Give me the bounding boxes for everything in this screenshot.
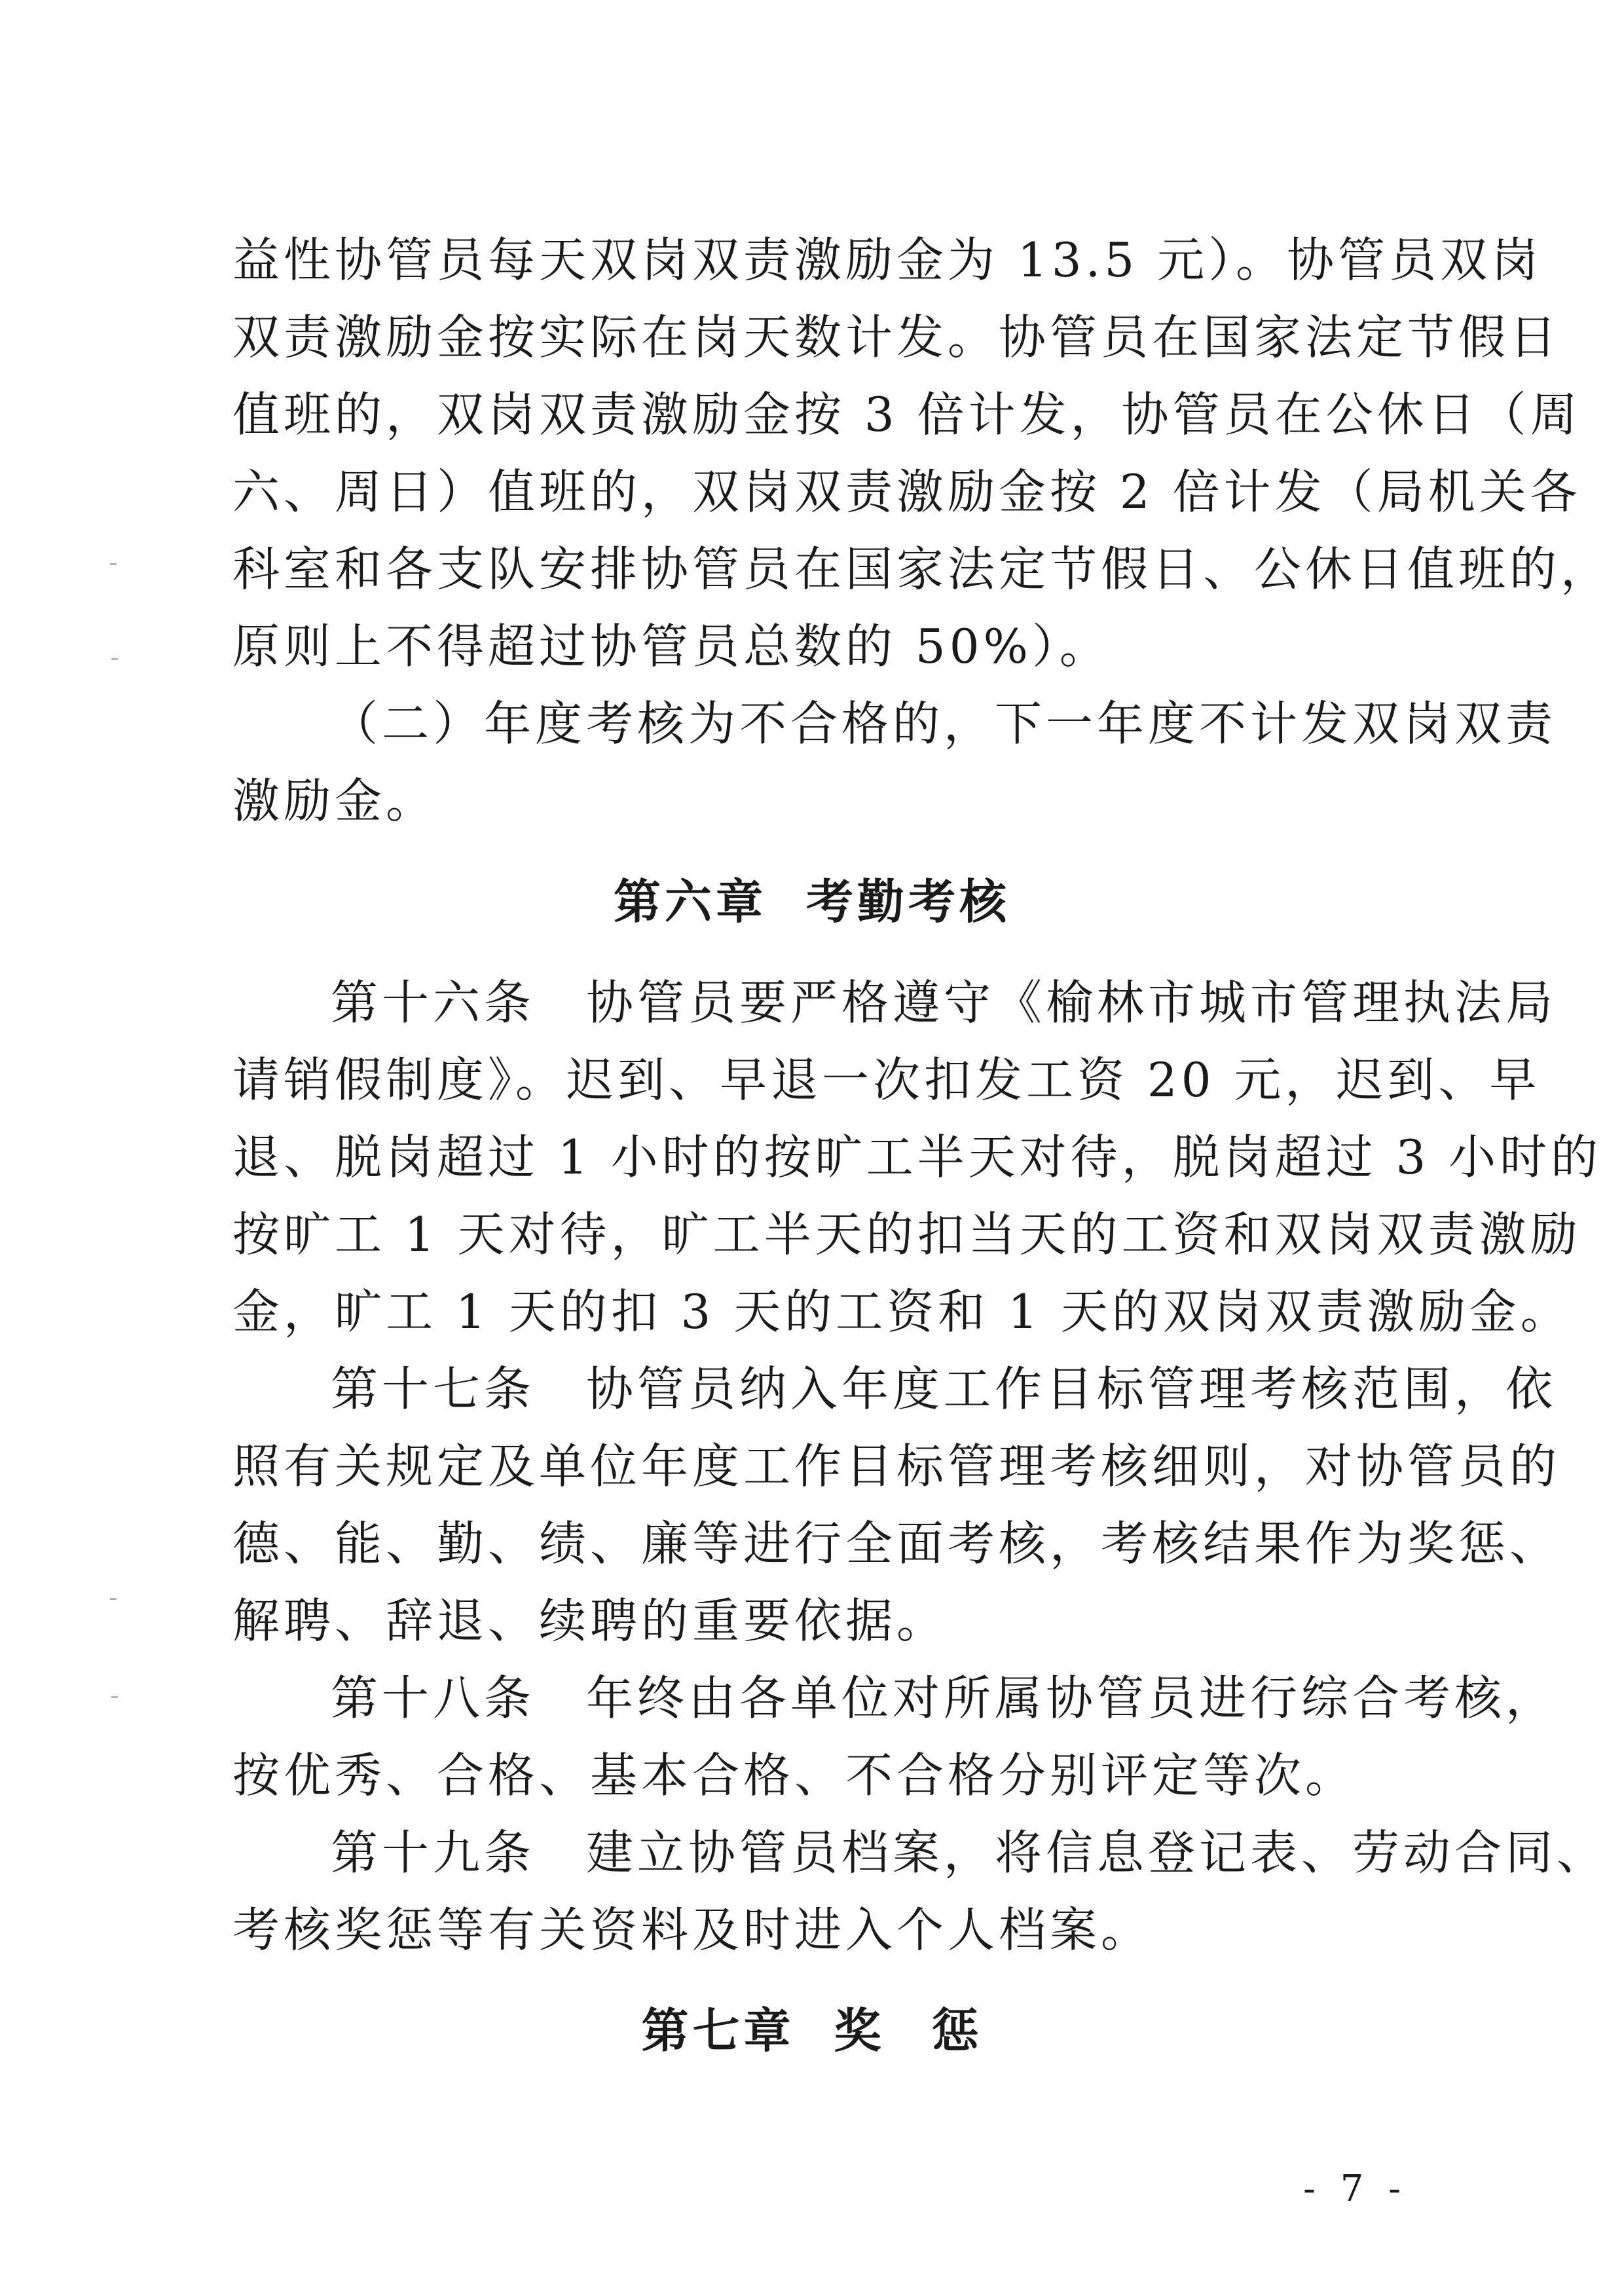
text-line: 金，旷工 1 天的扣 3 天的工资和 1 天的双岗双责激励金。	[232, 1284, 1572, 1339]
scan-mark	[111, 1696, 118, 1698]
chapter-number: 第六章	[613, 874, 767, 929]
text-line: 照有关规定及单位年度工作目标管理考核细则，对协管员的	[232, 1439, 1561, 1494]
text-line: 科室和各支队安排协管员在国家法定节假日、公休日值班的，	[232, 542, 1612, 597]
text-line: 值班的，双岗双责激励金按 3 倍计发，协管员在公休日（周	[232, 387, 1581, 442]
text-line: 按旷工 1 天对待，旷工半天的扣当天的工资和双岗双责激励	[232, 1207, 1581, 1262]
article-19	[232, 1814, 1608, 1969]
paragraph-item-2	[232, 685, 1557, 840]
text-line: （二）年度考核为不合格的，下一年度不计发双岗双责	[331, 696, 1557, 751]
page-number: - 7 -	[1303, 2168, 1408, 2210]
text-line: 第十八条 年终由各单位对所属协管员进行综合考核，	[331, 1671, 1557, 1726]
text-line: 原则上不得超过协管员总数的 50%）。	[232, 619, 1111, 674]
article-16	[232, 964, 1602, 1350]
scan-mark	[111, 658, 118, 660]
text-line: 第十六条 协管员要严格遵守《榆林市城市管理执法局	[331, 975, 1557, 1030]
text-line: 按优秀、合格、基本合格、不合格分别评定等次。	[232, 1748, 1357, 1803]
text-line: 德、能、勤、绩、廉等进行全面考核，考核结果作为奖惩、	[232, 1516, 1561, 1571]
chapter-heading-7	[232, 1992, 1392, 2069]
text-line: 第十七条 协管员纳入年度工作目标管理考核范围，依	[331, 1361, 1557, 1416]
chapter-title: 奖 惩	[834, 2003, 983, 2058]
article-18	[232, 1659, 1557, 1814]
chapter-title: 考勤考核	[806, 874, 1011, 929]
chapter-heading-6	[232, 863, 1392, 940]
text-line: 激励金。	[232, 773, 437, 828]
text-line: 双责激励金按实际在岗天数计发。协管员在国家法定节假日	[232, 310, 1561, 365]
chapter-number: 第七章	[641, 2003, 795, 2058]
text-line: 退、脱岗超过 1 小时的按旷工半天对待，脱岗超过 3 小时的	[232, 1130, 1602, 1185]
scan-mark	[110, 1598, 117, 1600]
article-17	[232, 1350, 1561, 1659]
text-line: 考核奖惩等有关资料及时进入个人档案。	[232, 1902, 1153, 1957]
paragraph-continuation	[232, 221, 1612, 685]
scan-mark	[110, 563, 117, 565]
text-line: 益性协管员每天双岗双责激励金为 13.5 元）。协管员双岗	[232, 232, 1543, 287]
document-body	[232, 221, 1612, 2069]
text-line: 请销假制度》。迟到、早退一次扣发工资 20 元，迟到、早	[232, 1052, 1541, 1107]
text-line: 第十九条 建立协管员档案，将信息登记表、劳动合同、	[331, 1825, 1608, 1880]
text-line: 六、周日）值班的，双岗双责激励金按 2 倍计发（局机关各	[232, 464, 1581, 519]
text-line: 解聘、辞退、续聘的重要依据。	[232, 1593, 948, 1648]
